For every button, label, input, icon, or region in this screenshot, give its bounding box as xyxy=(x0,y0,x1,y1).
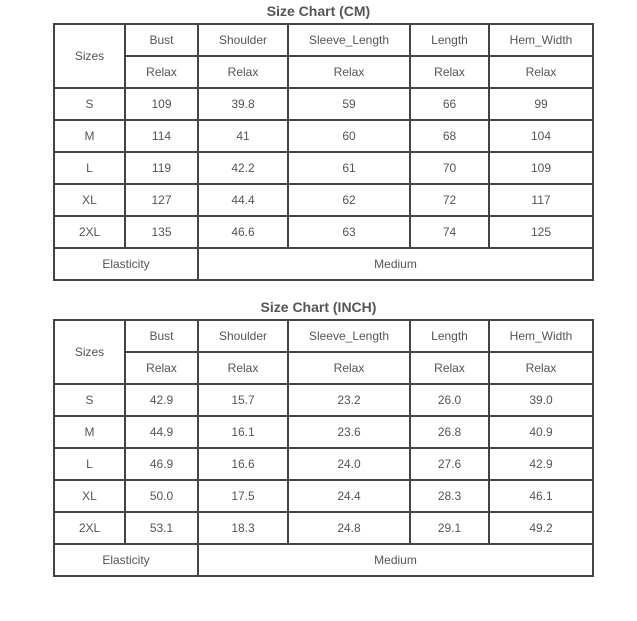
inch-size-table xyxy=(53,319,594,577)
size-label: S xyxy=(54,88,125,120)
table-row xyxy=(54,216,593,248)
value-cell: 72 xyxy=(410,184,489,216)
value-cell: 119 xyxy=(125,152,198,184)
header-row xyxy=(54,24,593,56)
fit-cell: Relax xyxy=(198,352,288,384)
value-cell: 24.8 xyxy=(288,512,410,544)
value-cell: 99 xyxy=(489,88,593,120)
size-label: M xyxy=(54,416,125,448)
value-cell: 39.8 xyxy=(198,88,288,120)
size-label: 2XL xyxy=(54,216,125,248)
fit-cell: Relax xyxy=(125,56,198,88)
table-row xyxy=(54,416,593,448)
cm-chart-title: Size Chart (CM) xyxy=(266,3,371,19)
table-row xyxy=(54,184,593,216)
value-cell: 104 xyxy=(489,120,593,152)
sizes-header: Sizes xyxy=(54,24,125,88)
value-cell: 40.9 xyxy=(489,416,593,448)
table-row xyxy=(54,152,593,184)
value-cell: 59 xyxy=(288,88,410,120)
value-cell: 63 xyxy=(288,216,410,248)
column-header-sleeve-length: Sleeve_Length xyxy=(288,24,410,56)
table-row xyxy=(54,384,593,416)
column-header-shoulder: Shoulder xyxy=(198,24,288,56)
column-header-shoulder: Shoulder xyxy=(198,320,288,352)
header-row xyxy=(54,320,593,352)
value-cell: 74 xyxy=(410,216,489,248)
fit-cell: Relax xyxy=(410,56,489,88)
value-cell: 127 xyxy=(125,184,198,216)
value-cell: 15.7 xyxy=(198,384,288,416)
column-header-bust: Bust xyxy=(125,24,198,56)
fit-cell: Relax xyxy=(489,352,593,384)
table-row xyxy=(54,448,593,480)
fit-row xyxy=(54,352,593,384)
value-cell: 53.1 xyxy=(125,512,198,544)
value-cell: 50.0 xyxy=(125,480,198,512)
fit-cell: Relax xyxy=(288,56,410,88)
elasticity-label: Elasticity xyxy=(54,248,198,280)
value-cell: 27.6 xyxy=(410,448,489,480)
value-cell: 17.5 xyxy=(198,480,288,512)
elasticity-value: Medium xyxy=(198,544,593,576)
value-cell: 46.6 xyxy=(198,216,288,248)
fit-cell: Relax xyxy=(125,352,198,384)
value-cell: 70 xyxy=(410,152,489,184)
value-cell: 16.6 xyxy=(198,448,288,480)
column-header-hem-width: Hem_Width xyxy=(489,24,593,56)
value-cell: 24.0 xyxy=(288,448,410,480)
size-label: L xyxy=(54,152,125,184)
fit-row xyxy=(54,56,593,88)
table-row xyxy=(54,88,593,120)
column-header-bust: Bust xyxy=(125,320,198,352)
value-cell: 18.3 xyxy=(198,512,288,544)
inch-chart-title: Size Chart (INCH) xyxy=(260,299,377,315)
column-header-hem-width: Hem_Width xyxy=(489,320,593,352)
value-cell: 135 xyxy=(125,216,198,248)
value-cell: 46.1 xyxy=(489,480,593,512)
fit-cell: Relax xyxy=(489,56,593,88)
value-cell: 24.4 xyxy=(288,480,410,512)
value-cell: 49.2 xyxy=(489,512,593,544)
value-cell: 117 xyxy=(489,184,593,216)
value-cell: 44.4 xyxy=(198,184,288,216)
sizes-header: Sizes xyxy=(54,320,125,384)
fit-cell: Relax xyxy=(198,56,288,88)
fit-cell: Relax xyxy=(288,352,410,384)
elasticity-label: Elasticity xyxy=(54,544,198,576)
size-label: XL xyxy=(54,480,125,512)
cm-size-table xyxy=(53,23,594,281)
value-cell: 46.9 xyxy=(125,448,198,480)
size-label: 2XL xyxy=(54,512,125,544)
value-cell: 109 xyxy=(489,152,593,184)
size-label: XL xyxy=(54,184,125,216)
size-label: L xyxy=(54,448,125,480)
value-cell: 42.9 xyxy=(125,384,198,416)
value-cell: 60 xyxy=(288,120,410,152)
value-cell: 39.0 xyxy=(489,384,593,416)
column-header-sleeve-length: Sleeve_Length xyxy=(288,320,410,352)
value-cell: 28.3 xyxy=(410,480,489,512)
value-cell: 42.9 xyxy=(489,448,593,480)
value-cell: 41 xyxy=(198,120,288,152)
value-cell: 68 xyxy=(410,120,489,152)
fit-cell: Relax xyxy=(410,352,489,384)
value-cell: 29.1 xyxy=(410,512,489,544)
value-cell: 23.2 xyxy=(288,384,410,416)
elasticity-value: Medium xyxy=(198,248,593,280)
table-row xyxy=(54,120,593,152)
size-label: M xyxy=(54,120,125,152)
value-cell: 16.1 xyxy=(198,416,288,448)
table-row xyxy=(54,480,593,512)
value-cell: 66 xyxy=(410,88,489,120)
elasticity-row xyxy=(54,544,593,576)
value-cell: 114 xyxy=(125,120,198,152)
value-cell: 26.0 xyxy=(410,384,489,416)
value-cell: 62 xyxy=(288,184,410,216)
table-row xyxy=(54,512,593,544)
value-cell: 125 xyxy=(489,216,593,248)
value-cell: 61 xyxy=(288,152,410,184)
value-cell: 109 xyxy=(125,88,198,120)
elasticity-row xyxy=(54,248,593,280)
column-header-length: Length xyxy=(410,24,489,56)
size-label: S xyxy=(54,384,125,416)
value-cell: 42.2 xyxy=(198,152,288,184)
value-cell: 44.9 xyxy=(125,416,198,448)
column-header-length: Length xyxy=(410,320,489,352)
value-cell: 26.8 xyxy=(410,416,489,448)
value-cell: 23.6 xyxy=(288,416,410,448)
